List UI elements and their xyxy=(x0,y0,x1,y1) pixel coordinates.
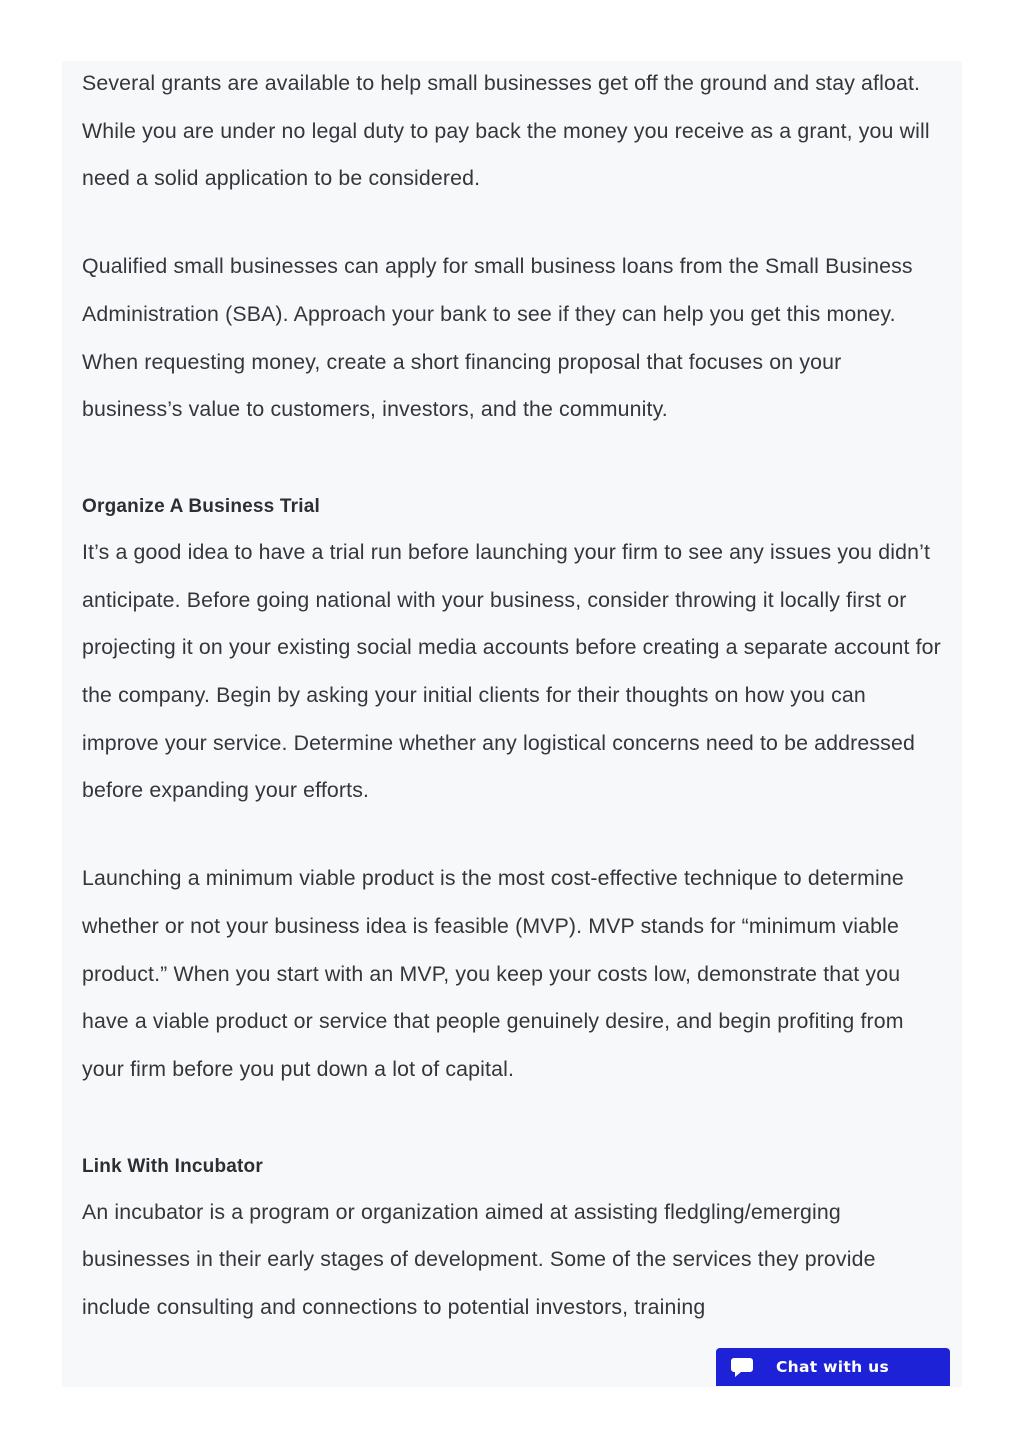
section-heading-incubator: Link With Incubator xyxy=(82,1155,263,1177)
chat-bubble-icon xyxy=(730,1355,754,1379)
section-heading-business-trial: Organize A Business Trial xyxy=(82,495,321,517)
business-trial-paragraph: It’s a good idea to have a trial run before launching your firm to see any issues you didn’t anticipate. Before going national with your business, consider throwing it locally first or projecting it on your existing social media accounts before creating a separate account for the company. Begin by asking your initial clients for their thoughts on how you can improve your service. Determine whether any logistical concerns need to be addressed before expanding your efforts. xyxy=(82,539,941,803)
intro-paragraph: Several grants are available to help small businesses get off the ground and stay afloat. While you are under no legal duty to pay back the money you receive as a grant, you will need a solid application to be considered. xyxy=(82,71,930,191)
mvp-paragraph: Launching a minimum viable product is the most cost-effective technique to determine whether or not your business idea is feasible (MVP). MVP stands for “minimum viable product.” When you start with an MVP, you keep your costs low, demonstrate that you have a viable product or service that people genuinely desire, and begin profiting from your firm before you put down a lot of capital. xyxy=(82,866,904,1081)
article-body xyxy=(62,61,962,1387)
chat-widget-button[interactable] xyxy=(716,1348,950,1386)
sba-loans-paragraph: Qualified small businesses can apply for small business loans from the Small Business Administration (SBA). Approach your bank to see if they can help you get this money. When requesting money, create a short financing proposal that focuses on your business’s value to customers, investors, and the community. xyxy=(82,254,913,422)
incubator-paragraph: An incubator is a program or organization aimed at assisting fledgling/emerging businesses in their early stages of development. Some of the services they provide include consulting and connections to potential investors, training xyxy=(82,1199,876,1320)
chat-label: Chat with us xyxy=(776,1358,890,1376)
